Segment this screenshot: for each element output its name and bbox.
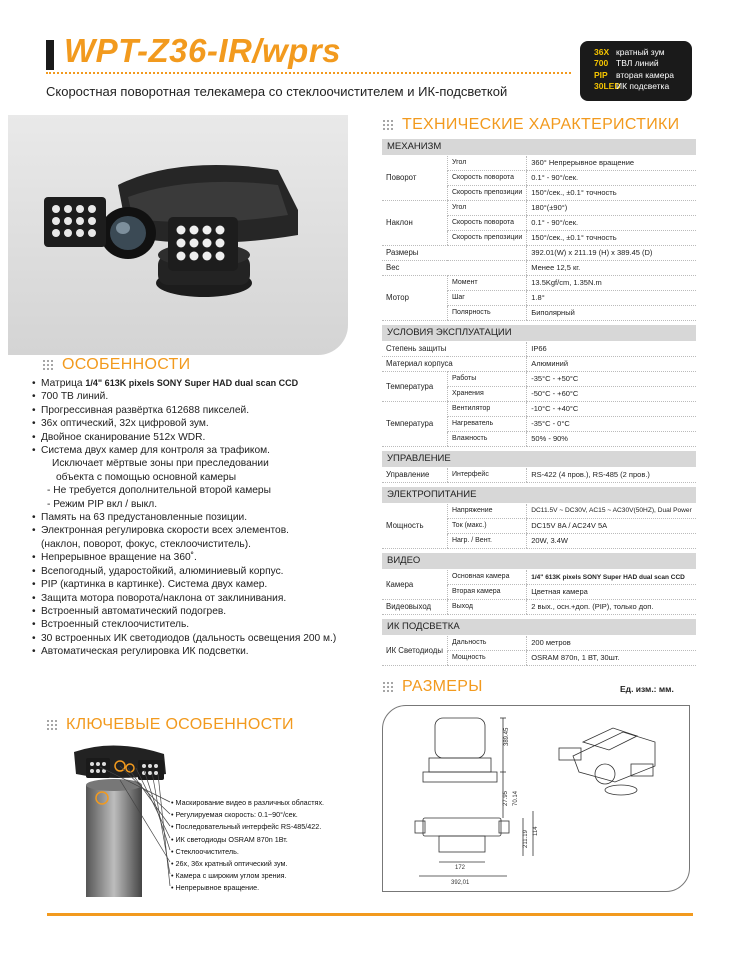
list-item: • Последовательный интерфейс RS-485/422. — [171, 822, 322, 832]
badge-row: 700 ТВЛ линий — [594, 58, 659, 69]
table-row: Камера Основная камера 1/4" 613K pixels SONY Super HAD dual scan CCD — [382, 569, 696, 584]
badge-row: 30LEDИК подсветка — [594, 81, 670, 92]
dim-label: 27.95 — [503, 790, 509, 806]
table-category-row: УСЛОВИЯ ЭКСПЛУАТАЦИИ — [382, 325, 696, 341]
key-features-list — [171, 797, 324, 895]
table-row: Размеры 392.01(W) x 211.19 (H) x 389.45 (D) — [382, 245, 696, 260]
product-photo — [8, 115, 348, 355]
list-item: • Встроенный автоматический подогрев. — [32, 605, 372, 618]
table-row: Хранения -50°C - +60°C — [382, 386, 696, 401]
list-item: • 36х оптический, 32х цифровой зум. — [32, 417, 372, 430]
list-item: • Прогрессивная развёртка 612688 пикселей. — [32, 404, 372, 417]
table-row: Ток (макс.) DC15V 8A / AC24V 5A — [382, 518, 696, 533]
dim-label: 389.45 — [504, 727, 510, 746]
table-category-row: МЕХАНИЗМ — [382, 139, 696, 155]
list-item: • Память на 63 предустановленные позиции. — [32, 511, 372, 524]
title-divider — [46, 72, 571, 74]
page-title: WPT-Z36-IR/wprs — [64, 32, 342, 69]
dotted-square-icon — [42, 359, 54, 371]
badge-row: 36X кратный зум — [594, 47, 665, 57]
list-item: • 26x, 36x кратный оптический зум. — [171, 859, 288, 869]
dotted-square-icon — [382, 119, 394, 131]
dim-label: 172 — [455, 865, 466, 871]
features-list — [32, 377, 372, 659]
table-row: Вторая камера Цветная камера — [382, 584, 696, 599]
dimension-diagram — [383, 706, 689, 891]
list-item: • Стеклоочиститель. — [171, 846, 239, 856]
badge-row: PIP вторая камера — [594, 69, 674, 80]
list-item: • Двойное сканирование 512х WDR. — [32, 431, 372, 444]
dimensions-heading: РАЗМЕРЫ — [382, 678, 483, 696]
table-category-row: ВИДЕО — [382, 553, 696, 569]
list-item: - Режим PIP вкл / выкл. — [47, 498, 158, 510]
table-row: Поворот Угол 360° Непрерывное вращение — [382, 155, 696, 170]
table-row: Скорость поворота 0.1° - 90°/сек. — [382, 215, 696, 230]
table-row: Скорость препозиции 150°/сек., ±0.1° точность — [382, 230, 696, 245]
dotted-square-icon — [46, 719, 58, 731]
list-item: • Автоматическая регулировка ИК подсветки. — [32, 645, 372, 658]
dotted-square-icon — [382, 681, 394, 693]
list-item: • Регулируемая скорость: 0.1~90°/сек. — [171, 810, 298, 820]
list-item: • 30 встроенных ИК светодиодов (дальность освещения 200 м.) — [32, 632, 372, 645]
table-row: Степень защиты IP66 — [382, 341, 696, 356]
table-row: Нагр. / Вент. 20W, 3.4W — [382, 533, 696, 548]
footer-divider — [47, 913, 693, 916]
list-item: • Система двух камер для контроля за трафиком. — [32, 444, 372, 457]
table-row: Мощность OSRAM 870n, 1 ВТ, 30шт. — [382, 650, 696, 665]
dimensions-drawing — [382, 705, 690, 892]
table-row: Температура Работы -35°C - +50°C — [382, 371, 696, 386]
dim-label: 114 — [533, 826, 539, 836]
table-row: Полярность Биполярный — [382, 305, 696, 320]
list-item: - Не требуется дополнительной второй камеры — [47, 485, 271, 497]
specs-heading: ТЕХНИЧЕСКИЕ ХАРАКТЕРИСТИКИ — [382, 116, 679, 134]
spec-table — [382, 139, 696, 666]
table-row: Материал корпуса Алюминий — [382, 356, 696, 371]
table-row: Наклон Угол 180°(±90°) — [382, 200, 696, 215]
table-row: Шаг 1.8° — [382, 290, 696, 305]
title-bar-accent — [46, 40, 54, 70]
list-item: • PIP (картинка в картинке). Система двух камер. — [32, 578, 372, 591]
page-subtitle: Скоростная поворотная телекамера со стеклоочистителем и ИК-подсветкой — [46, 84, 508, 99]
list-item: Исключает мёртвые зоны при преследовании — [52, 458, 269, 470]
units-label: Ед. изм.: мм. — [620, 684, 674, 694]
table-row: Видеовыход Выход 2 вых., осн.+доп. (PIP), только доп. — [382, 599, 696, 614]
dim-label: 211.19 — [523, 830, 529, 848]
table-row: Управление Интерфейс RS-422 (4 пров.), RS-485 (2 пров.) — [382, 467, 696, 482]
table-row: Температура Вентилятор -10°C - +40°C — [382, 401, 696, 416]
dim-label: 70.14 — [513, 790, 519, 806]
list-item: • 700 ТВ линий. — [32, 390, 372, 403]
list-item: • Встроенный стеклоочиститель. — [32, 618, 372, 631]
camera-illustration — [8, 115, 348, 355]
callout-lines — [100, 760, 180, 890]
table-category-row: УПРАВЛЕНИЕ — [382, 451, 696, 467]
dim-label: 392,01 — [451, 880, 470, 886]
table-row: ИК Светодиоды Дальность 200 метров — [382, 635, 696, 650]
list-item: • ИК светодиоды OSRAM 870n 1Вт. — [171, 834, 288, 844]
features-heading: ОСОБЕННОСТИ — [42, 356, 190, 374]
table-category-row: ИК ПОДСВЕТКА — [382, 619, 696, 635]
table-category-row: ЭЛЕКТРОПИТАНИЕ — [382, 487, 696, 503]
list-item: (наклон, поворот, фокус, стеклоочиститель). — [41, 538, 251, 550]
list-item: • Непрерывное вращение. — [171, 883, 260, 893]
list-item: • Электронная регулировка скорости всех элементов. — [32, 524, 372, 537]
list-item: • Защита мотора поворота/наклона от заклинивания. — [32, 592, 372, 605]
table-row: Нагреватель -35°C - 0°C — [382, 416, 696, 431]
table-row: Мотор Момент 13.5Kgf/cm, 1.35N.m — [382, 275, 696, 290]
table-row: Мощность Напряжение DC11.5V ~ DC30V, AC15 ~ AC30V(50HZ), Dual Power — [382, 503, 696, 518]
list-item: • Непрерывное вращение на 360˚. — [32, 551, 372, 564]
list-item: • Матрица 1/4" 613K pixels SONY Super HAD dual scan CCD — [32, 377, 372, 390]
table-row: Вес Менее 12,5 кг. — [382, 260, 696, 275]
table-row: Скорость препозиции 150°/сек., ±0.1° точность — [382, 185, 696, 200]
list-item: объекта с помощью основной камеры — [56, 471, 237, 483]
list-item: • Маскирование видео в различных областях. — [171, 798, 325, 807]
list-item: • Камера с широким углом зрения. — [171, 871, 287, 881]
highlights-badge — [580, 41, 692, 101]
list-item: • Всепогодный, ударостойкий, алюминиевый корпус. — [32, 565, 372, 578]
table-row: Влажность 50% - 90% — [382, 431, 696, 446]
key-features-heading: КЛЮЧЕВЫЕ ОСОБЕННОСТИ — [46, 716, 294, 734]
table-row: Скорость поворота 0.1° - 90°/сек. — [382, 170, 696, 185]
